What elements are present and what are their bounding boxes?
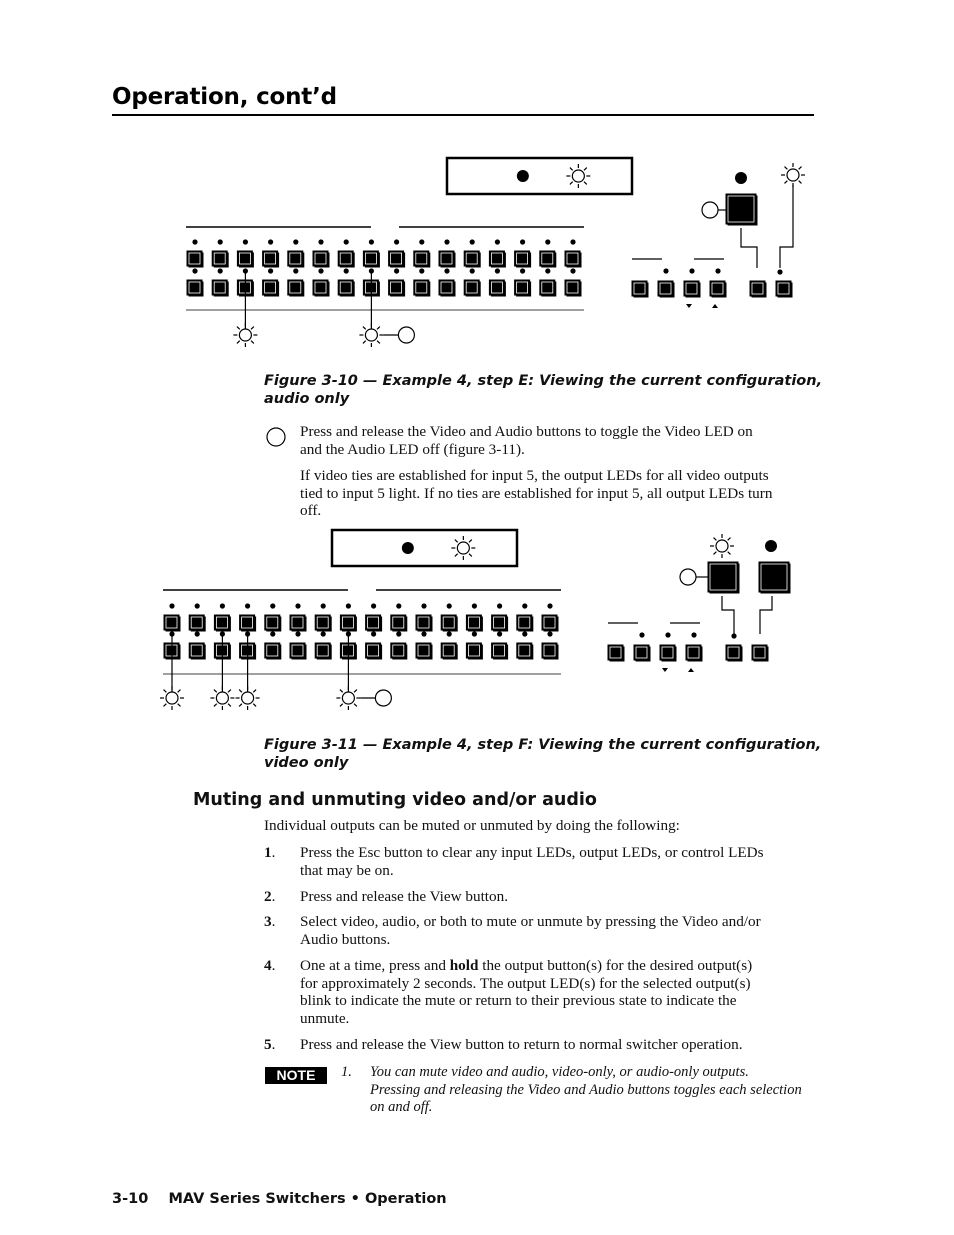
figure-3-11-diagram bbox=[150, 522, 810, 722]
button-led bbox=[472, 603, 477, 608]
video-leader bbox=[722, 596, 734, 634]
figure-3-11-caption bbox=[264, 737, 821, 772]
control-led bbox=[665, 632, 670, 637]
step-number: 4 bbox=[264, 957, 272, 974]
button-led bbox=[218, 239, 223, 244]
button-led bbox=[520, 268, 525, 273]
video-led bbox=[731, 633, 736, 638]
lit-led-icon bbox=[359, 323, 383, 347]
lcd-display bbox=[332, 530, 517, 566]
button-led bbox=[295, 631, 300, 636]
step-4-pre: One at a time, press and bbox=[300, 957, 450, 974]
button-led bbox=[545, 239, 550, 244]
figure-3-11-caption-line2: video only bbox=[264, 754, 349, 771]
step-e-para1-line2: and the Audio LED off (figure 3-11). bbox=[300, 440, 525, 458]
page-footer: 3-10 MAV Series Switchers • Operation bbox=[112, 1191, 447, 1207]
button-led bbox=[547, 603, 552, 608]
video-leader bbox=[741, 228, 757, 268]
video-led-icon bbox=[735, 172, 747, 184]
view-button bbox=[708, 562, 738, 592]
button-led bbox=[192, 239, 197, 244]
button-led bbox=[396, 631, 401, 636]
section-heading: Muting and unmuting video and/or audio bbox=[193, 790, 597, 810]
step-number: 1 bbox=[264, 844, 272, 861]
button-led bbox=[195, 603, 200, 608]
button-led bbox=[419, 268, 424, 273]
title-rule bbox=[112, 114, 814, 116]
step-marker-circle bbox=[265, 426, 287, 448]
lit-led-icon bbox=[451, 536, 475, 560]
button-led bbox=[344, 268, 349, 273]
button-led bbox=[268, 268, 273, 273]
button-led bbox=[321, 603, 326, 608]
button-led bbox=[394, 268, 399, 273]
button-led bbox=[293, 268, 298, 273]
button-led bbox=[470, 239, 475, 244]
audio-led-icon bbox=[765, 540, 777, 552]
view-button bbox=[726, 194, 756, 224]
control-led bbox=[639, 632, 644, 637]
step-1-line1: Press the Esc button to clear any input LEDs, output LEDs, or control LEDs bbox=[300, 844, 764, 861]
audio-leader bbox=[780, 185, 793, 268]
button-led bbox=[547, 631, 552, 636]
button-led bbox=[344, 239, 349, 244]
button-led bbox=[421, 631, 426, 636]
button-led bbox=[369, 239, 374, 244]
button-led bbox=[447, 603, 452, 608]
down-arrow-icon bbox=[662, 668, 668, 672]
step-1-line2: that may be on. bbox=[300, 861, 394, 879]
button-led bbox=[318, 239, 323, 244]
button-led bbox=[218, 268, 223, 273]
button-led bbox=[268, 239, 273, 244]
button-led bbox=[321, 631, 326, 636]
button-led bbox=[318, 268, 323, 273]
button-led bbox=[444, 239, 449, 244]
button-led bbox=[295, 603, 300, 608]
note-line3: on and off. bbox=[370, 1099, 433, 1115]
button-led bbox=[570, 239, 575, 244]
button-led bbox=[346, 603, 351, 608]
step-number: 3 bbox=[264, 913, 272, 930]
button-led bbox=[169, 603, 174, 608]
step-number: 5 bbox=[264, 1036, 272, 1053]
note-badge: NOTE bbox=[265, 1067, 327, 1084]
button-led bbox=[270, 603, 275, 608]
button-led bbox=[419, 239, 424, 244]
step-4-post: the output button(s) for the desired output(s) bbox=[478, 957, 753, 974]
button-led bbox=[522, 603, 527, 608]
page-title: Operation, cont’d bbox=[112, 84, 337, 110]
figure-3-11-caption-line1: Figure 3-11 — Example 4, step F: Viewing the current configuration, bbox=[264, 737, 822, 753]
callout-circle bbox=[680, 569, 696, 585]
control-led bbox=[715, 268, 720, 273]
note-line1: You can mute video and audio, video-only, or audio-only outputs. bbox=[370, 1064, 749, 1080]
button-led bbox=[497, 631, 502, 636]
lit-led-icon bbox=[336, 686, 360, 710]
section-intro: Individual outputs can be muted or unmuted by doing the following: bbox=[264, 817, 680, 834]
lit-led-icon bbox=[710, 534, 734, 558]
button-led bbox=[444, 268, 449, 273]
audio-leader bbox=[760, 596, 772, 634]
step-e-para2-line3: off. bbox=[300, 502, 322, 519]
button-led bbox=[192, 268, 197, 273]
button-led bbox=[371, 631, 376, 636]
callout-circle bbox=[398, 327, 414, 343]
button-led bbox=[421, 603, 426, 608]
button-led bbox=[495, 239, 500, 244]
button-led bbox=[195, 631, 200, 636]
step-5-line1: Press and release the View button to return to normal switcher operation. bbox=[300, 1036, 743, 1053]
lit-led-icon bbox=[233, 323, 257, 347]
control-led bbox=[691, 632, 696, 637]
esc-button bbox=[759, 562, 789, 592]
step-2-line1: Press and release the View button. bbox=[300, 888, 509, 905]
step-e-para2-line2: tied to input 5 light. If no ties are established for input 5, all output LEDs turn bbox=[300, 484, 773, 502]
control-led bbox=[689, 268, 694, 273]
button-led bbox=[270, 631, 275, 636]
step-e-para2-line1: If video ties are established for input 5, the output LEDs for all video outputs bbox=[300, 467, 769, 484]
figure-3-10-caption-line1: Figure 3-10 — Example 4, step E: Viewing the current configuration, bbox=[264, 373, 823, 389]
audio-led bbox=[777, 269, 782, 274]
lcd-dot-icon bbox=[402, 542, 414, 554]
down-arrow-icon bbox=[686, 304, 692, 308]
button-led bbox=[371, 603, 376, 608]
note-number: 1. bbox=[341, 1064, 352, 1080]
callout-circle bbox=[375, 690, 391, 706]
lit-led-icon bbox=[160, 686, 184, 710]
step-number: 2 bbox=[264, 888, 272, 905]
step-e-text bbox=[300, 423, 820, 520]
note-line2: Pressing and releasing the Video and Audio buttons toggles each selection bbox=[370, 1081, 802, 1098]
figure-3-10-caption bbox=[264, 373, 822, 408]
up-arrow-icon bbox=[688, 668, 694, 672]
button-led bbox=[394, 239, 399, 244]
button-led bbox=[293, 239, 298, 244]
figure-3-10-caption-line2: audio only bbox=[264, 390, 350, 407]
step-4-line3: blink to indicate the mute or return to their previous state to indicate the bbox=[300, 992, 737, 1009]
step-3-line2: Audio buttons. bbox=[300, 930, 391, 948]
button-led bbox=[545, 268, 550, 273]
step-3-line1: Select video, audio, or both to mute or unmute by pressing the Video and/or bbox=[300, 913, 761, 930]
button-led bbox=[495, 268, 500, 273]
button-led bbox=[497, 603, 502, 608]
lit-led-icon bbox=[566, 164, 590, 188]
button-led bbox=[520, 239, 525, 244]
button-led bbox=[245, 603, 250, 608]
button-led bbox=[470, 268, 475, 273]
note-text bbox=[370, 1064, 820, 1117]
button-led bbox=[243, 239, 248, 244]
step-4-bold: hold bbox=[449, 957, 479, 974]
button-led bbox=[472, 631, 477, 636]
lit-led-icon bbox=[236, 686, 260, 710]
figure-3-10-diagram bbox=[170, 150, 810, 350]
button-led bbox=[570, 268, 575, 273]
lit-led-icon bbox=[210, 686, 234, 710]
step-e-para1-line1: Press and release the Video and Audio buttons to toggle the Video LED on bbox=[300, 423, 753, 440]
button-led bbox=[522, 631, 527, 636]
lit-led-icon bbox=[781, 163, 805, 187]
lcd-display bbox=[447, 158, 632, 194]
button-led bbox=[220, 603, 225, 608]
callout-circle bbox=[702, 202, 718, 218]
lcd-dot-icon bbox=[517, 170, 529, 182]
step-4-line2: for approximately 2 seconds. The output LED(s) for the selected output(s) bbox=[300, 974, 751, 992]
button-led bbox=[447, 631, 452, 636]
control-led bbox=[663, 268, 668, 273]
step-4-line4: unmute. bbox=[300, 1009, 350, 1027]
up-arrow-icon bbox=[712, 304, 718, 308]
button-led bbox=[396, 603, 401, 608]
